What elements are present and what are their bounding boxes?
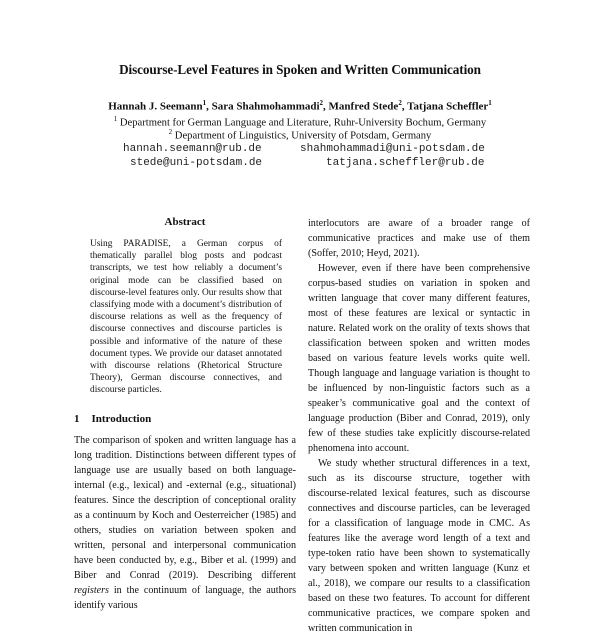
affiliation-1 bbox=[0, 115, 600, 129]
email-stede[interactable]: stede@uni-potsdam.de bbox=[130, 157, 263, 169]
affiliation-mark: 1 bbox=[202, 99, 207, 107]
email-scheffler[interactable]: tatjana.scheffler@rub.de bbox=[326, 157, 485, 169]
section-heading-introduction bbox=[74, 413, 151, 425]
author-name: Sara Shahmohammadi bbox=[211, 100, 320, 113]
author-name: Hannah J. Seemann bbox=[108, 100, 203, 113]
left-column-text bbox=[74, 433, 296, 611]
email-seemann[interactable]: hannah.seemann@rub.de bbox=[123, 143, 262, 155]
paragraph: However, even if there have been comprehensive corpus-based studies on variation in spoken and written language that cover many different features, most of these features are lexical or syntactic in nature. Related work on the orality of texts shows that classification between spoken and written modes based on various feature levels works quite well. Though language and language variation is thought to be influenced by non-linguistic factors such as a speaker’s communicative goal and the context of language production (Biber and Conrad, 2019), only few of these studies take explicitly discourse-related phenomena into account. bbox=[308, 263, 530, 454]
paragraph-text: in the continuum of language, the authors identify various bbox=[74, 585, 296, 611]
affiliation-mark: 2 bbox=[398, 99, 402, 107]
abstract-heading: Abstract bbox=[164, 216, 206, 228]
author-name: Tatjana Scheffler bbox=[407, 100, 489, 113]
affiliation-mark: 1 bbox=[113, 115, 118, 123]
affiliation-mark: 1 bbox=[488, 99, 492, 107]
email-shahmohammadi[interactable]: shahmohammadi@uni-potsdam.de bbox=[300, 143, 485, 155]
section-title: Introduction bbox=[91, 413, 152, 425]
affiliation-mark: 2 bbox=[168, 128, 173, 136]
affiliation-2 bbox=[0, 128, 600, 142]
section-number: 1 bbox=[74, 413, 80, 425]
paragraph: interlocutors are aware of a broader range of communicative practices and make use of them (Soffer, 2010; Heyd, 2021). bbox=[308, 218, 530, 259]
author-list: Hannah J. Seemann$^1$, Sara Shahmohammadi$^2$, Manfred Stede$^2$, Tatjana Scheffler$^1$ bbox=[108, 99, 492, 113]
affiliation-mark: 2 bbox=[319, 99, 324, 107]
author-name: Manfred Stede bbox=[328, 100, 399, 113]
paragraph: We study whether structural differences in a text, such as its discourse structure, together with discourse-related lexical features, such as discourse connectives and discourse particles, can be leveraged for a classification of language mode in CMC. As features like the average word length of a text and type-token ratio have been shown to systematically vary between spoken and written language (Kunz et al., 2018), we compare our results to a classification based on these two features. To account for different communicative practices, we compare spoken and written communication in bbox=[308, 458, 530, 634]
right-column-text bbox=[308, 216, 530, 634]
paragraph bbox=[74, 433, 296, 613]
emphasis-text: registers bbox=[74, 585, 109, 596]
affiliation-text: Department for German Language and Literature, Ruhr-University Bochum, Germany bbox=[119, 117, 487, 129]
abstract-body: Using PARADISE, a German corpus of thematically parallel blog posts and podcast transcripts, we test how reliably a document’s original mode can be classified based on discourse-level features only. Our results show that classifying mode with a document’s distribution of discourse relations as well as the frequency of discourse connectives and discourse particles is possible and informative of the nature of these document types. We provide our dataset annotated with discourse relations (Rhetorical Structure Theory), German discourse connectives, and discourse particles. bbox=[90, 239, 282, 396]
paragraph-text: The comparison of spoken and written language has a long tradition. Distinctions between different types of language use are usually based on both language-internal (e.g., lexical) and -external (e.g., situational) features. Since the description of conceptional orality as a continuum by Koch and Oesterreicher (1985) and others, studies on variation between spoken and written, personal and interpersonal communication have been conducted by, e.g., Biber et al. (1999) and Biber and Conrad (2019). Describing different bbox=[74, 435, 296, 581]
affiliation-text: Department of Linguistics, University of Potsdam, Germany bbox=[174, 130, 432, 142]
paper-title: Discourse-Level Features in Spoken and Written Communication bbox=[119, 62, 481, 77]
